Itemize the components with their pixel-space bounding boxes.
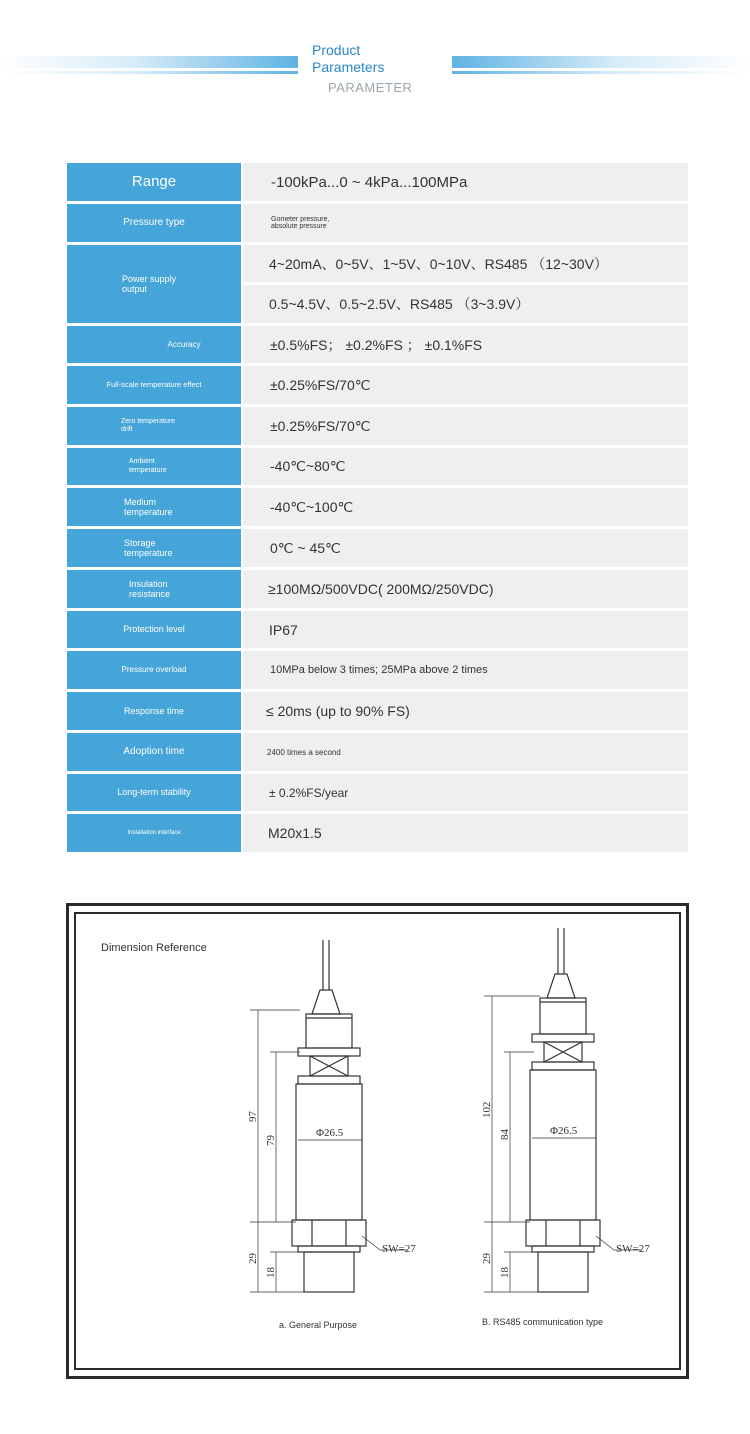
dimension-title: Dimension Reference: [101, 942, 207, 954]
param-value: ± 0.2%FS/year: [243, 774, 688, 811]
param-value: -40℃~100℃: [243, 488, 688, 526]
param-label: Response time: [67, 692, 241, 730]
param-label: Full-scale temperature effect: [67, 366, 241, 404]
param-label: Pressure type: [67, 204, 241, 242]
caption-b: B. RS485 communication type: [482, 1317, 604, 1327]
page-title-line2: Parameters: [312, 59, 385, 75]
param-label: Long-term stability: [67, 774, 241, 811]
caption-a: a. General Purpose: [279, 1320, 358, 1330]
param-value: 0℃ ~ 45℃: [243, 529, 688, 567]
sensor-drawing-a-labels: [247, 1111, 416, 1279]
param-label: Installation interface: [67, 814, 241, 852]
page-subtitle: PARAMETER: [328, 80, 413, 95]
param-label: Power supply output: [67, 245, 241, 323]
param-value: M20x1.5: [243, 814, 688, 852]
param-value: 0.5~4.5V、0.5~2.5V、RS485 （3~3.9V）: [243, 285, 688, 323]
param-label: Insulation resistance: [67, 570, 241, 608]
dim-b-sw: SW=27: [616, 1243, 650, 1255]
param-label: Ambient temperature: [67, 448, 241, 485]
sensor-drawing-a: [250, 940, 408, 1292]
dim-a-thread: 18: [265, 1267, 277, 1278]
param-value: 2400 times a second: [243, 733, 688, 771]
dim-b-thread: 18: [499, 1267, 511, 1278]
dim-a-dia: Φ26.5: [316, 1127, 344, 1139]
sensor-drawing-b: [484, 928, 642, 1292]
param-label: Zero temperature drift: [67, 407, 241, 445]
dim-a-thread-total: 29: [247, 1253, 259, 1264]
param-value: 4~20mA、0~5V、1~5V、0~10V、RS485 （12~30V）: [243, 245, 688, 282]
dim-b-thread-total: 29: [481, 1253, 493, 1264]
param-value: Gometer pressure, absolute pressure: [243, 204, 688, 242]
param-label: Medium temperature: [67, 488, 241, 526]
dim-a-body: 79: [265, 1135, 277, 1146]
dim-a-total: 97: [247, 1111, 259, 1122]
dim-b-body: 84: [499, 1129, 511, 1140]
param-value: -40℃~80℃: [243, 448, 688, 485]
param-label: Adoption time: [67, 733, 241, 771]
page-title-line1: Product: [312, 42, 361, 58]
dim-b-total: 102: [481, 1101, 493, 1118]
param-value: ±0.25%FS/70℃: [243, 366, 688, 404]
param-value: ±0.25%FS/70℃: [243, 407, 688, 445]
param-value: -100kPa...0 ~ 4kPa...100MPa: [243, 163, 688, 201]
param-label: Accuracy: [67, 326, 241, 363]
dim-b-dia: Φ26.5: [550, 1125, 578, 1137]
dim-a-sw: SW=27: [382, 1243, 416, 1255]
param-label: Storage temperature: [67, 529, 241, 567]
param-label: Pressure overload: [67, 651, 241, 689]
param-label: Range: [67, 163, 241, 201]
param-label: Protection level: [67, 611, 241, 648]
param-value: IP67: [243, 611, 688, 648]
param-value: ≥100MΩ/500VDC( 200MΩ/250VDC): [243, 570, 688, 608]
param-value: ≤ 20ms (up to 90% FS): [243, 692, 688, 730]
param-value: 10MPa below 3 times; 25MPa above 2 times: [243, 651, 688, 689]
param-value: ±0.5%FS； ±0.2%FS ； ±0.1%FS: [243, 326, 688, 363]
